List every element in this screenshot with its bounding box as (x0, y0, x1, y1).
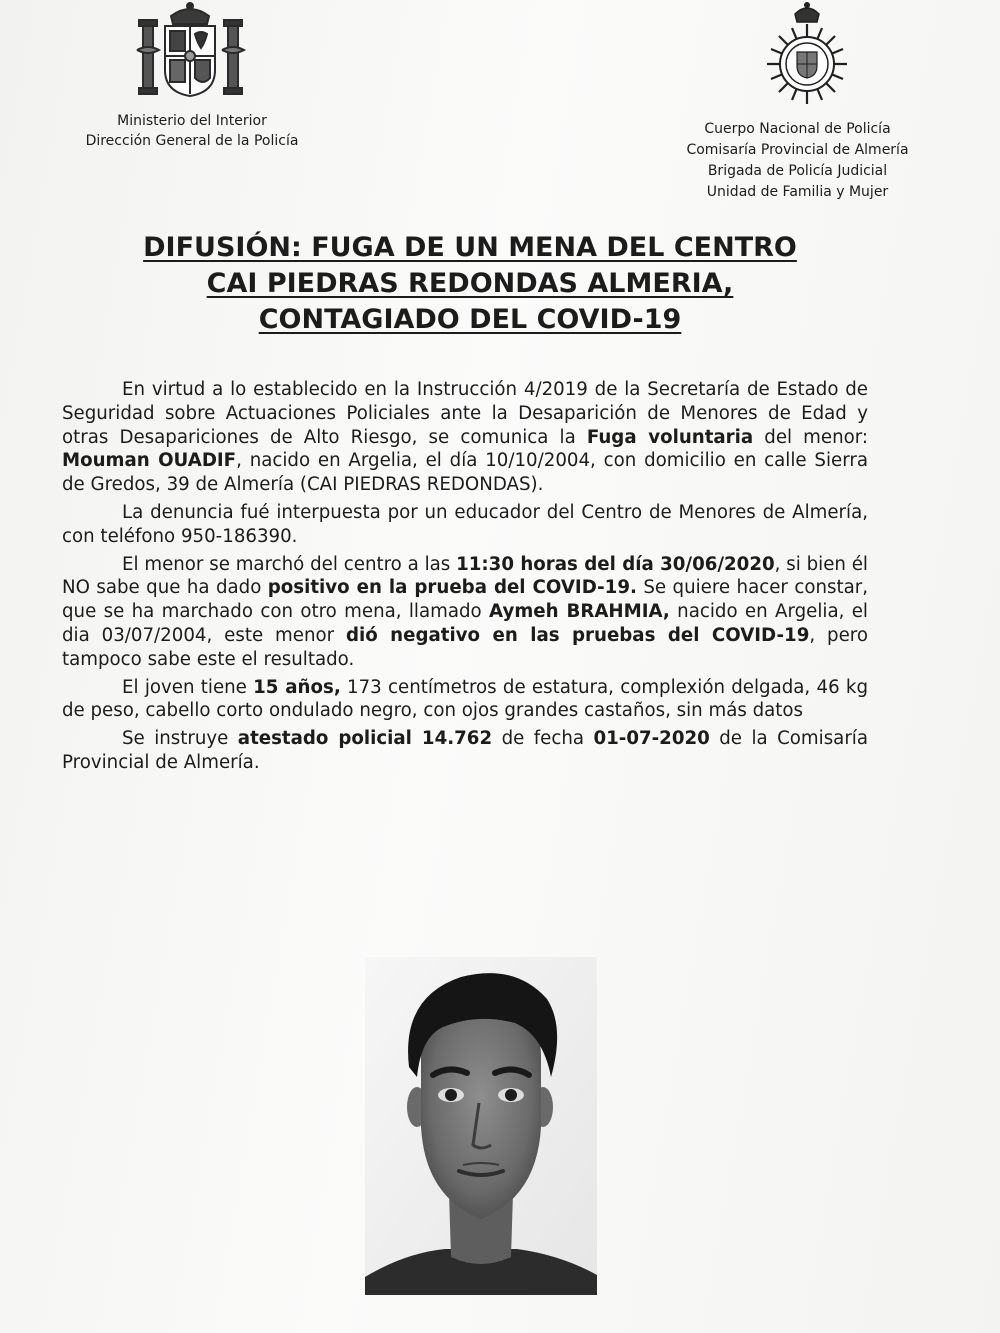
paragraph-3 (62, 553, 868, 672)
p1-text-c: del menor: (753, 426, 869, 448)
p1-text-e: , nacido en Argelia, el día 10/10/2004, con domicilio en calle Sierra de Gredos, 39 de Almería (CAI PIEDRAS REDONDAS). (62, 450, 868, 496)
left-header (52, 111, 332, 151)
p4-text-c: 173 centímetros de estatura, complexión delgada, 46 kg de peso, cabello corto ondulado negro, con ojos grandes castaños, sin más datos (62, 676, 868, 722)
paragraph-4 (62, 676, 868, 724)
p3-text-c: , si bien él NO sabe que ha dado (62, 553, 868, 599)
p3-bold-positive: positivo en la prueba del COVID-19. (267, 577, 637, 599)
p5-bold-date: 01-07-2020 (593, 728, 710, 750)
p1-bold-name: Mouman OUADIF (62, 450, 237, 472)
p3-bold-time: 11:30 horas del día 30/06/2020 (456, 553, 775, 575)
p5-text-e: de la Comisaría Provincial de Almería. (62, 728, 868, 773)
title-line-1: DIFUSIÓN: FUGA DE UN MENA DEL CENTRO (143, 232, 797, 263)
p5-text-c: de fecha (492, 728, 594, 750)
right-header (645, 119, 950, 203)
p3-text-i: , pero tampoco sabe este el resultado. (62, 624, 868, 670)
paragraph-2: La denuncia fué interpuesta por un educador del Centro de Menores de Almería, con teléfono 950-186390. (62, 501, 868, 547)
p1-bold-fuga: Fuga voluntaria (586, 426, 754, 448)
spanish-coat-of-arms-icon (133, 0, 248, 100)
provincial-station-name: Comisaría Provincial de Almería (686, 142, 909, 158)
family-unit-name: Unidad de Familia y Mujer (706, 184, 889, 200)
p3-text-g: nacido en Argelia, el dia 03/07/2004, este menor (62, 601, 868, 646)
p3-bold-companion: Aymeh BRAHMIA, (489, 601, 670, 623)
document-title (70, 230, 870, 338)
p3-text-e: Se quiere hacer constar, que se ha marchado con otro mena, llamado (62, 577, 868, 623)
p4-bold-age: 15 años, (253, 676, 341, 698)
ministry-name: Ministerio del Interior (117, 113, 267, 129)
national-police-badge-icon (757, 0, 857, 110)
paragraph-1 (62, 378, 868, 497)
p5-text-a: Se instruye (122, 728, 238, 750)
paragraph-5 (62, 727, 868, 775)
p3-bold-negative: dió negativo en las pruebas del COVID-19 (345, 624, 810, 646)
title-line-3: CONTAGIADO DEL COVID-19 (258, 304, 682, 335)
portrait-photo-icon (365, 957, 597, 1295)
judicial-brigade-name: Brigada de Policía Judicial (707, 163, 888, 179)
police-corps-name: Cuerpo Nacional de Policía (704, 121, 891, 137)
portrait-photo (365, 957, 597, 1295)
p4-text-a: El joven tiene (122, 676, 254, 698)
directorate-name: Dirección General de la Policía (85, 133, 299, 149)
title-line-2: CAI PIEDRAS REDONDAS ALMERIA, (206, 268, 734, 299)
p5-bold-report: atestado policial 14.762 (237, 728, 493, 750)
p1-text-a: En virtud a lo establecido en la Instrucción 4/2019 de la Secretaría de Estado de Seguridad sobre Actuaciones Policiales ante la Desaparición de Menores de Edad y otras Desapariciones de Alto Riesgo, se comunica la (62, 379, 868, 448)
document-body (62, 378, 868, 779)
p3-text-a: El menor se marchó del centro a las (122, 553, 457, 575)
